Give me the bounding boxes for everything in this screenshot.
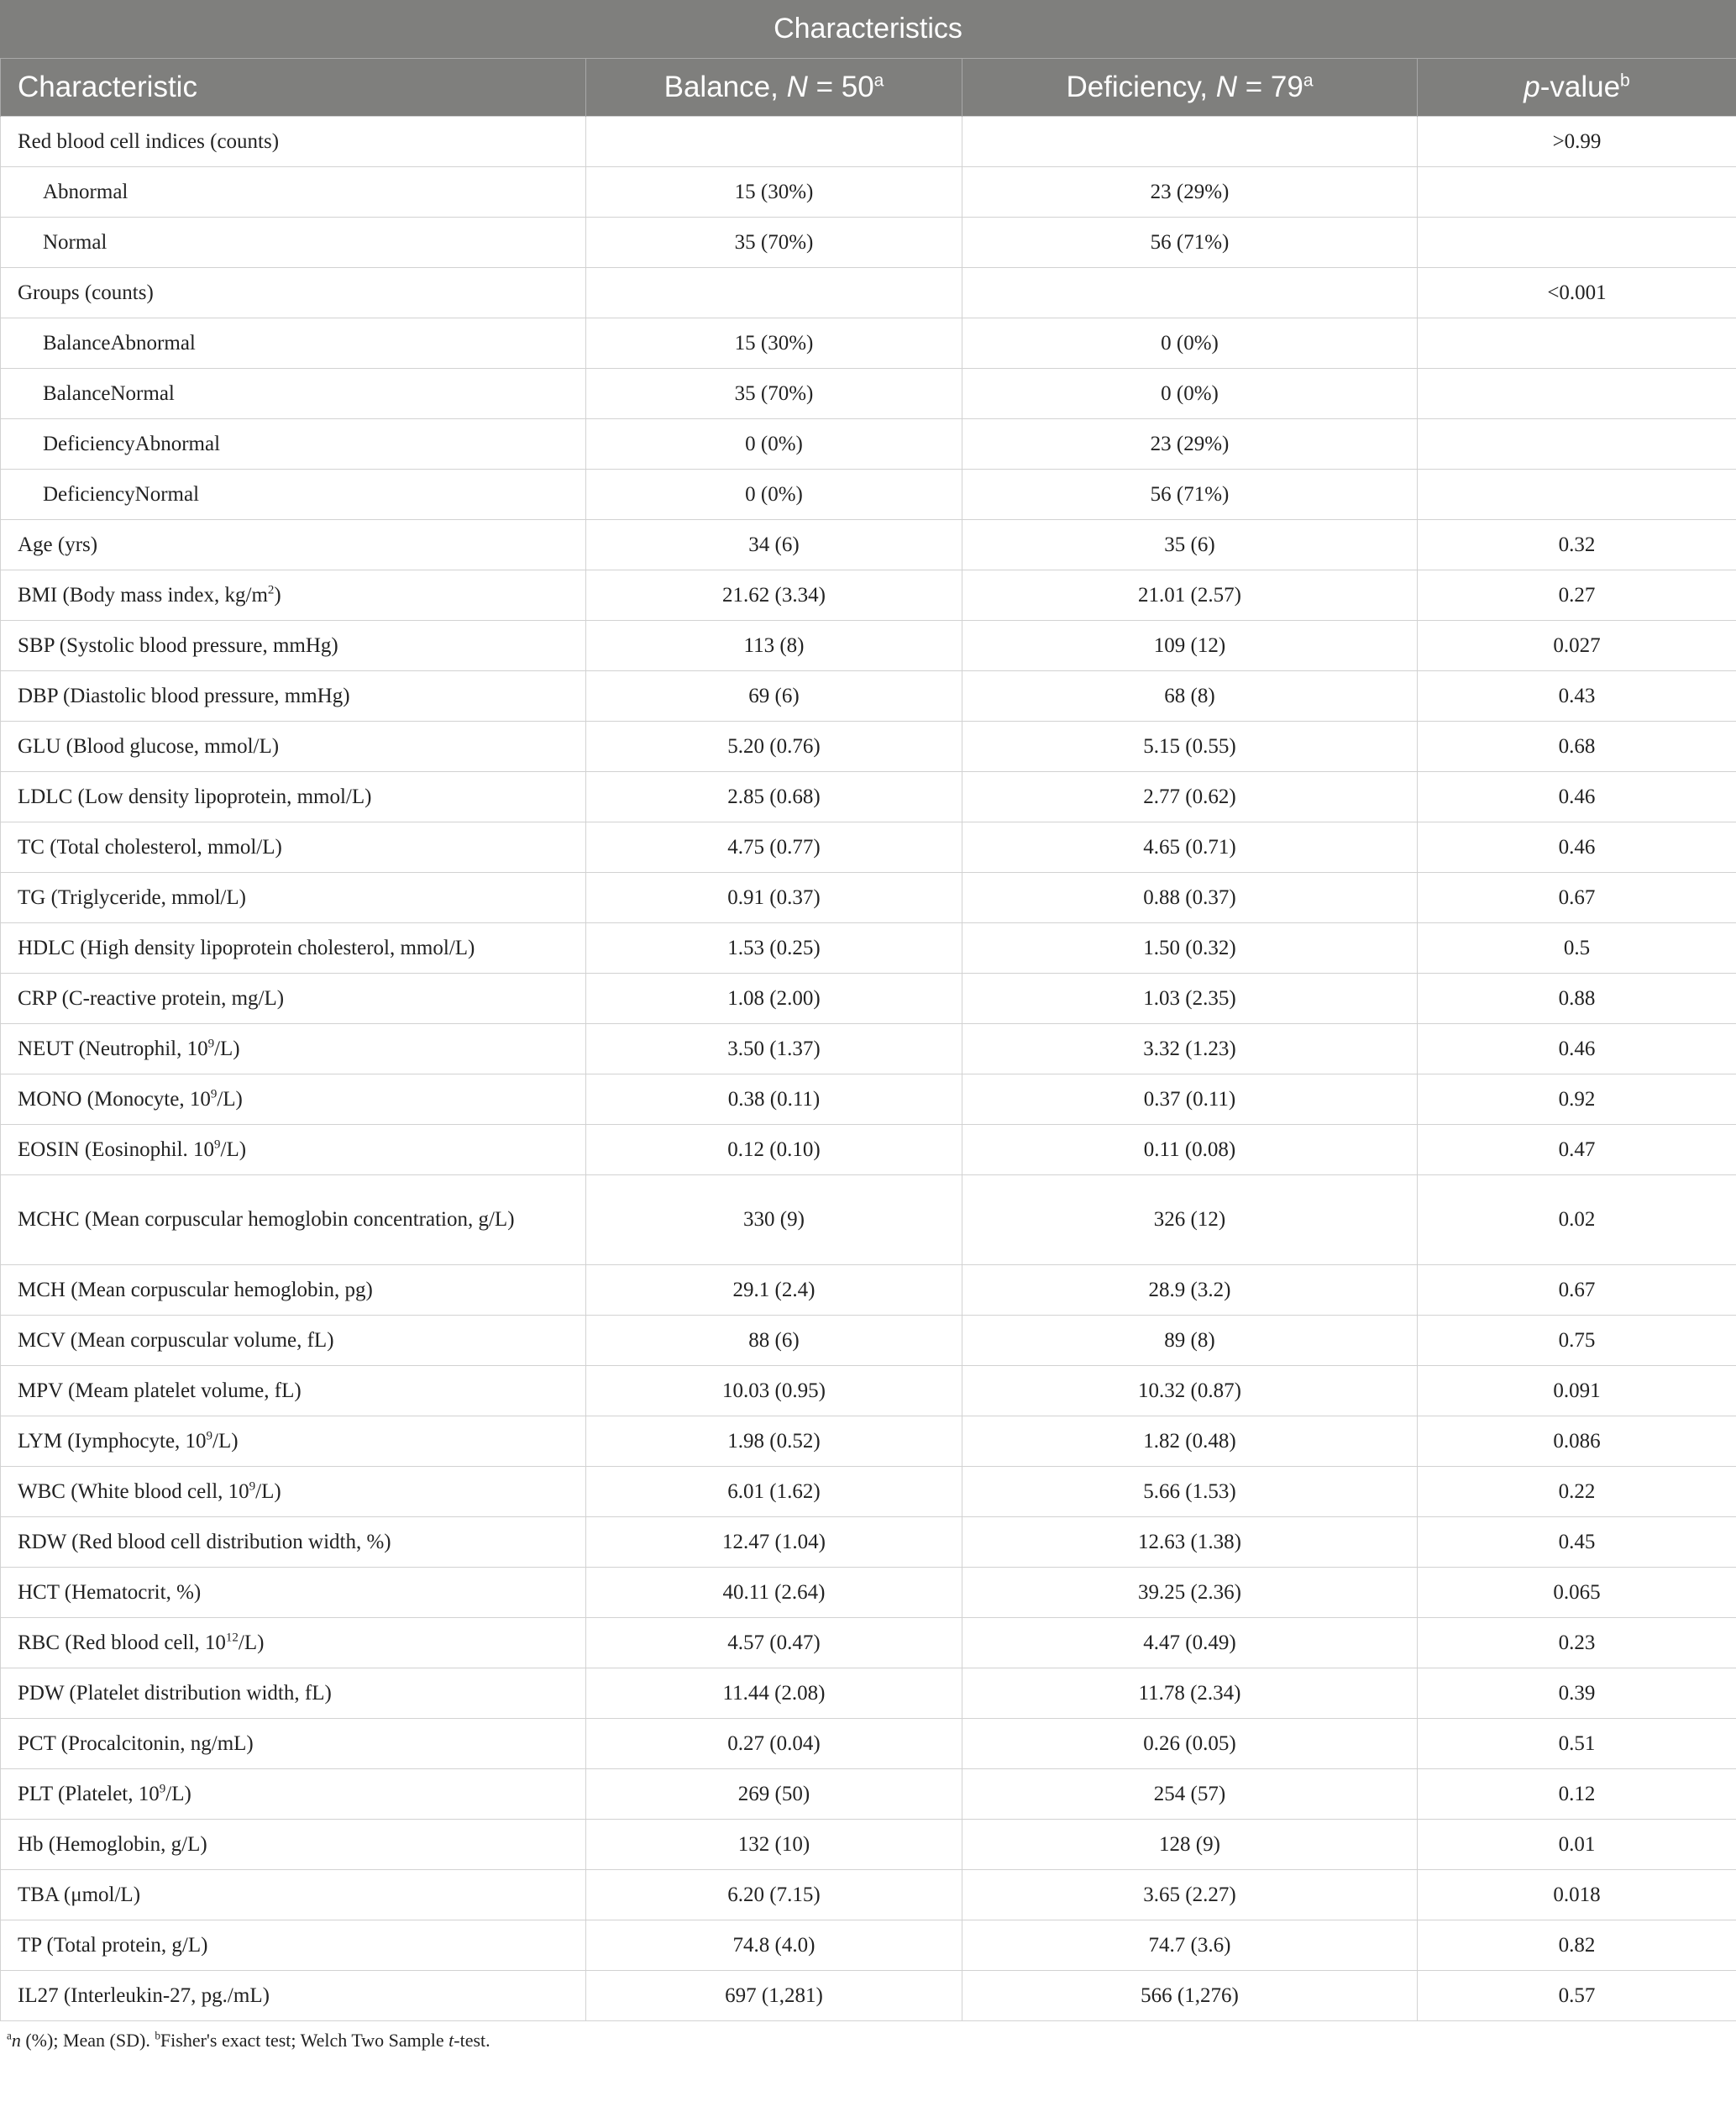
row-label-text: WBC (White blood cell, 10 <box>18 1479 249 1503</box>
row-label <box>1 570 586 621</box>
row-label <box>1 1920 586 1971</box>
row-label-text: EOSIN (Eosinophil. 10 <box>18 1137 215 1161</box>
balance-cell: 21.62 (3.34) <box>586 570 962 621</box>
header-pvalue-p: p <box>1524 71 1540 103</box>
balance-cell: 10.03 (0.95) <box>586 1366 962 1416</box>
row-label-after: /L) <box>238 1631 265 1654</box>
table-row <box>1 369 1736 419</box>
pvalue-cell <box>1418 470 1736 520</box>
row-label-after: /L) <box>214 1037 240 1060</box>
row-label-text: DeficiencyAbnormal <box>43 432 221 455</box>
deficiency-cell: 0.88 (0.37) <box>962 873 1418 923</box>
pvalue-cell: 0.46 <box>1418 822 1736 873</box>
pvalue-cell: >0.99 <box>1418 117 1736 167</box>
deficiency-cell: 326 (12) <box>962 1175 1418 1265</box>
header-characteristic: Characteristic <box>1 59 586 117</box>
row-label-text: NEUT (Neutrophil, 10 <box>18 1037 208 1060</box>
pvalue-cell <box>1418 419 1736 470</box>
pvalue-cell: 0.46 <box>1418 772 1736 822</box>
balance-cell: 3.50 (1.37) <box>586 1024 962 1074</box>
row-label <box>1 419 586 470</box>
header-deficiency <box>962 59 1418 117</box>
pvalue-cell: 0.086 <box>1418 1416 1736 1467</box>
row-label-text: Age (yrs) <box>18 533 98 556</box>
header-balance-sup: a <box>873 71 884 91</box>
pvalue-cell: 0.67 <box>1418 1265 1736 1316</box>
deficiency-cell: 56 (71%) <box>962 470 1418 520</box>
row-label-after: ) <box>274 583 281 607</box>
pvalue-cell: 0.82 <box>1418 1920 1736 1971</box>
row-label-sup: 9 <box>207 1037 215 1051</box>
row-label-text: TC (Total cholesterol, mmol/L) <box>18 835 282 859</box>
row-label-text: TG (Triglyceride, mmol/L) <box>18 885 246 909</box>
row-label <box>1 1517 586 1568</box>
table-row <box>1 1416 1736 1467</box>
table-row <box>1 873 1736 923</box>
balance-cell: 0.91 (0.37) <box>586 873 962 923</box>
pvalue-cell: 0.01 <box>1418 1820 1736 1870</box>
balance-cell: 6.20 (7.15) <box>586 1870 962 1920</box>
row-label-text: Red blood cell indices (counts) <box>18 129 280 153</box>
table-row <box>1 722 1736 772</box>
header-balance <box>586 59 962 117</box>
deficiency-cell: 0 (0%) <box>962 369 1418 419</box>
pvalue-cell: 0.68 <box>1418 722 1736 772</box>
pvalue-cell: 0.46 <box>1418 1024 1736 1074</box>
deficiency-cell: 1.82 (0.48) <box>962 1416 1418 1467</box>
pvalue-cell: 0.27 <box>1418 570 1736 621</box>
pvalue-cell: 0.018 <box>1418 1870 1736 1920</box>
row-label-text: MCV (Mean corpuscular volume, fL) <box>18 1328 334 1352</box>
row-label <box>1 318 586 369</box>
row-label-sup: 2 <box>267 583 275 597</box>
deficiency-cell: 0.26 (0.05) <box>962 1719 1418 1769</box>
row-label <box>1 1366 586 1416</box>
row-label-text: DBP (Diastolic blood pressure, mmHg) <box>18 684 350 707</box>
row-label <box>1 1820 586 1870</box>
table-row <box>1 1265 1736 1316</box>
row-label-text: RDW (Red blood cell distribution width, %) <box>18 1530 391 1553</box>
row-label-text: HCT (Hematocrit, %) <box>18 1580 202 1604</box>
footnote-a-n: n <box>11 2030 21 2051</box>
row-label <box>1 822 586 873</box>
balance-cell: 40.11 (2.64) <box>586 1568 962 1618</box>
balance-cell: 11.44 (2.08) <box>586 1668 962 1719</box>
row-label <box>1 218 586 268</box>
deficiency-cell: 254 (57) <box>962 1769 1418 1820</box>
pvalue-cell: 0.39 <box>1418 1668 1736 1719</box>
row-label <box>1 369 586 419</box>
row-label-text: LDLC (Low density lipoprotein, mmol/L) <box>18 785 372 808</box>
table-row <box>1 570 1736 621</box>
deficiency-cell: 28.9 (3.2) <box>962 1265 1418 1316</box>
balance-cell <box>586 268 962 318</box>
table-row <box>1 621 1736 671</box>
row-label <box>1 1175 586 1265</box>
deficiency-cell: 3.65 (2.27) <box>962 1870 1418 1920</box>
balance-cell: 269 (50) <box>586 1769 962 1820</box>
table-row <box>1 772 1736 822</box>
balance-cell: 0 (0%) <box>586 419 962 470</box>
pvalue-cell: 0.32 <box>1418 520 1736 570</box>
pvalue-cell: 0.75 <box>1418 1316 1736 1366</box>
deficiency-cell <box>962 268 1418 318</box>
row-label <box>1 1074 586 1125</box>
balance-cell: 5.20 (0.76) <box>586 722 962 772</box>
row-label-text: IL27 (Interleukin-27, pg./mL) <box>18 1983 270 2007</box>
table-row <box>1 268 1736 318</box>
row-label-text: CRP (C-reactive protein, mg/L) <box>18 986 285 1010</box>
row-label-text: Hb (Hemoglobin, g/L) <box>18 1832 207 1856</box>
row-label <box>1 1870 586 1920</box>
deficiency-cell <box>962 117 1418 167</box>
balance-cell: 74.8 (4.0) <box>586 1920 962 1971</box>
row-label <box>1 974 586 1024</box>
balance-cell: 12.47 (1.04) <box>586 1517 962 1568</box>
table-row <box>1 1074 1736 1125</box>
pvalue-cell: 0.88 <box>1418 974 1736 1024</box>
table-row <box>1 520 1736 570</box>
balance-cell <box>586 117 962 167</box>
row-label-after: /L) <box>255 1479 281 1503</box>
row-label-text: TP (Total protein, g/L) <box>18 1933 208 1957</box>
balance-cell: 88 (6) <box>586 1316 962 1366</box>
row-label-text: TBA (μmol/L) <box>18 1883 141 1906</box>
pvalue-cell: 0.02 <box>1418 1175 1736 1265</box>
header-deficiency-n: N <box>1215 71 1238 103</box>
deficiency-cell: 128 (9) <box>962 1820 1418 1870</box>
deficiency-cell: 2.77 (0.62) <box>962 772 1418 822</box>
pvalue-cell: 0.091 <box>1418 1366 1736 1416</box>
row-label <box>1 1719 586 1769</box>
deficiency-cell: 89 (8) <box>962 1316 1418 1366</box>
row-label-text: RBC (Red blood cell, 10 <box>18 1631 226 1654</box>
deficiency-cell: 23 (29%) <box>962 419 1418 470</box>
row-label <box>1 470 586 520</box>
pvalue-cell: 0.23 <box>1418 1618 1736 1668</box>
pvalue-cell: 0.47 <box>1418 1125 1736 1175</box>
pvalue-cell <box>1418 218 1736 268</box>
balance-cell: 0.12 (0.10) <box>586 1125 962 1175</box>
deficiency-cell: 0.11 (0.08) <box>962 1125 1418 1175</box>
pvalue-cell: 0.027 <box>1418 621 1736 671</box>
balance-cell: 0.38 (0.11) <box>586 1074 962 1125</box>
table-row <box>1 1568 1736 1618</box>
deficiency-cell: 109 (12) <box>962 621 1418 671</box>
deficiency-cell: 4.47 (0.49) <box>962 1618 1418 1668</box>
footnote-a-text: (%); Mean (SD). <box>20 2030 155 2051</box>
row-label <box>1 1316 586 1366</box>
header-deficiency-sup: a <box>1303 71 1314 91</box>
table-row <box>1 1719 1736 1769</box>
table-title: Characteristics <box>0 0 1736 59</box>
table-row <box>1 218 1736 268</box>
row-label-after: /L) <box>220 1137 247 1161</box>
header-deficiency-eq: = 79 <box>1237 71 1303 103</box>
header-pvalue-sup: b <box>1620 71 1630 91</box>
pvalue-cell: 0.92 <box>1418 1074 1736 1125</box>
row-label-text: MPV (Meam platelet volume, fL) <box>18 1379 302 1402</box>
pvalue-cell: 0.51 <box>1418 1719 1736 1769</box>
deficiency-cell: 39.25 (2.36) <box>962 1568 1418 1618</box>
table-row <box>1 1366 1736 1416</box>
balance-cell: 4.75 (0.77) <box>586 822 962 873</box>
balance-cell: 1.08 (2.00) <box>586 974 962 1024</box>
table-row <box>1 1618 1736 1668</box>
row-label <box>1 621 586 671</box>
row-label-text: SBP (Systolic blood pressure, mmHg) <box>18 633 338 657</box>
pvalue-cell: 0.57 <box>1418 1971 1736 2021</box>
header-pvalue-label: -value <box>1539 71 1621 103</box>
deficiency-cell: 0 (0%) <box>962 318 1418 369</box>
pvalue-cell: 0.065 <box>1418 1568 1736 1618</box>
table-row <box>1 1870 1736 1920</box>
table-row <box>1 1769 1736 1820</box>
row-label-sup: 9 <box>249 1479 256 1494</box>
deficiency-cell: 21.01 (2.57) <box>962 570 1418 621</box>
row-label <box>1 520 586 570</box>
table-row <box>1 1920 1736 1971</box>
deficiency-cell: 3.32 (1.23) <box>962 1024 1418 1074</box>
header-balance-label: Balance, <box>663 71 787 103</box>
row-label-after: /L) <box>212 1429 239 1453</box>
balance-cell: 35 (70%) <box>586 218 962 268</box>
pvalue-cell <box>1418 167 1736 218</box>
balance-cell: 15 (30%) <box>586 318 962 369</box>
row-label <box>1 873 586 923</box>
balance-cell: 0 (0%) <box>586 470 962 520</box>
row-label <box>1 1668 586 1719</box>
balance-cell: 697 (1,281) <box>586 1971 962 2021</box>
table-row <box>1 923 1736 974</box>
row-label-text: BMI (Body mass index, kg/m <box>18 583 268 607</box>
row-label-text: Normal <box>43 230 108 254</box>
row-label-text: Abnormal <box>43 180 128 203</box>
balance-cell: 132 (10) <box>586 1820 962 1870</box>
pvalue-cell: 0.12 <box>1418 1769 1736 1820</box>
row-label-sup: 9 <box>214 1137 221 1152</box>
row-label <box>1 722 586 772</box>
row-label-text: Groups (counts) <box>18 281 154 304</box>
row-label-text: BalanceNormal <box>43 381 175 405</box>
table-footnote <box>0 2021 1736 2060</box>
table-row <box>1 1971 1736 2021</box>
balance-cell: 15 (30%) <box>586 167 962 218</box>
characteristics-table <box>0 59 1736 2021</box>
footnote-a-sup: a <box>7 2029 12 2042</box>
row-label <box>1 1024 586 1074</box>
deficiency-cell: 1.50 (0.32) <box>962 923 1418 974</box>
row-label-sup: 9 <box>210 1087 218 1101</box>
pvalue-cell: 0.5 <box>1418 923 1736 974</box>
deficiency-cell: 1.03 (2.35) <box>962 974 1418 1024</box>
footnote-b-sup: b <box>155 2029 160 2042</box>
table-row <box>1 1316 1736 1366</box>
table-body <box>1 117 1736 2021</box>
balance-cell: 113 (8) <box>586 621 962 671</box>
balance-cell: 35 (70%) <box>586 369 962 419</box>
table-row <box>1 1024 1736 1074</box>
deficiency-cell: 5.15 (0.55) <box>962 722 1418 772</box>
row-label-text: PLT (Platelet, 10 <box>18 1782 160 1805</box>
table-row <box>1 117 1736 167</box>
row-label-text: LYM (Iymphocyte, 10 <box>18 1429 207 1453</box>
table-row <box>1 419 1736 470</box>
footnote-b-t: t <box>448 2030 454 2051</box>
row-label-text: MCH (Mean corpuscular hemoglobin, pg) <box>18 1278 373 1301</box>
row-label-text: PCT (Procalcitonin, ng/mL) <box>18 1731 254 1755</box>
table-row <box>1 167 1736 218</box>
table-row <box>1 974 1736 1024</box>
header-deficiency-label: Deficiency, <box>1066 71 1216 103</box>
row-label-text: PDW (Platelet distribution width, fL) <box>18 1681 332 1705</box>
row-label <box>1 117 586 167</box>
row-label <box>1 1568 586 1618</box>
row-label <box>1 923 586 974</box>
row-label <box>1 1971 586 2021</box>
table-row <box>1 822 1736 873</box>
row-label <box>1 1416 586 1467</box>
header-row <box>1 59 1736 117</box>
row-label-after: /L) <box>217 1087 243 1111</box>
row-label-sup: 12 <box>225 1631 239 1645</box>
table-row <box>1 1175 1736 1265</box>
deficiency-cell: 11.78 (2.34) <box>962 1668 1418 1719</box>
pvalue-cell: 0.43 <box>1418 671 1736 722</box>
row-label <box>1 268 586 318</box>
table-row <box>1 1517 1736 1568</box>
row-label <box>1 1769 586 1820</box>
footnote-b-text: Fisher's exact test; Welch Two Sample <box>160 2030 449 2051</box>
balance-cell: 1.98 (0.52) <box>586 1416 962 1467</box>
balance-cell: 6.01 (1.62) <box>586 1467 962 1517</box>
row-label-text: BalanceAbnormal <box>43 331 196 355</box>
row-label-after: /L) <box>165 1782 191 1805</box>
pvalue-cell: 0.22 <box>1418 1467 1736 1517</box>
header-balance-n: N <box>786 71 808 103</box>
row-label <box>1 1618 586 1668</box>
row-label <box>1 1265 586 1316</box>
row-label-text: HDLC (High density lipoprotein cholesterol, mmol/L) <box>18 936 475 959</box>
pvalue-cell <box>1418 369 1736 419</box>
row-label-text: MONO (Monocyte, 10 <box>18 1087 211 1111</box>
table-row <box>1 318 1736 369</box>
balance-cell: 2.85 (0.68) <box>586 772 962 822</box>
row-label <box>1 1125 586 1175</box>
row-label <box>1 772 586 822</box>
footnote-b-end: -test. <box>454 2030 490 2051</box>
pvalue-cell: <0.001 <box>1418 268 1736 318</box>
deficiency-cell: 566 (1,276) <box>962 1971 1418 2021</box>
balance-cell: 34 (6) <box>586 520 962 570</box>
table-row <box>1 671 1736 722</box>
deficiency-cell: 74.7 (3.6) <box>962 1920 1418 1971</box>
row-label-text: DeficiencyNormal <box>43 482 200 506</box>
deficiency-cell: 5.66 (1.53) <box>962 1467 1418 1517</box>
balance-cell: 29.1 (2.4) <box>586 1265 962 1316</box>
header-pvalue <box>1418 59 1736 117</box>
pvalue-cell: 0.67 <box>1418 873 1736 923</box>
table-row <box>1 1467 1736 1517</box>
table-row <box>1 1668 1736 1719</box>
balance-cell: 69 (6) <box>586 671 962 722</box>
header-balance-eq: = 50 <box>807 71 874 103</box>
row-label <box>1 167 586 218</box>
row-label-sup: 9 <box>159 1782 166 1796</box>
row-label-text: MCHC (Mean corpuscular hemoglobin concentration, g/L) <box>18 1208 515 1231</box>
deficiency-cell: 0.37 (0.11) <box>962 1074 1418 1125</box>
pvalue-cell: 0.45 <box>1418 1517 1736 1568</box>
row-label-sup: 9 <box>206 1429 213 1443</box>
balance-cell: 1.53 (0.25) <box>586 923 962 974</box>
deficiency-cell: 4.65 (0.71) <box>962 822 1418 873</box>
deficiency-cell: 35 (6) <box>962 520 1418 570</box>
balance-cell: 4.57 (0.47) <box>586 1618 962 1668</box>
row-label <box>1 1467 586 1517</box>
balance-cell: 330 (9) <box>586 1175 962 1265</box>
pvalue-cell <box>1418 318 1736 369</box>
deficiency-cell: 68 (8) <box>962 671 1418 722</box>
table-row <box>1 470 1736 520</box>
deficiency-cell: 23 (29%) <box>962 167 1418 218</box>
deficiency-cell: 12.63 (1.38) <box>962 1517 1418 1568</box>
table-row <box>1 1820 1736 1870</box>
deficiency-cell: 56 (71%) <box>962 218 1418 268</box>
row-label-text: GLU (Blood glucose, mmol/L) <box>18 734 280 758</box>
deficiency-cell: 10.32 (0.87) <box>962 1366 1418 1416</box>
balance-cell: 0.27 (0.04) <box>586 1719 962 1769</box>
row-label <box>1 671 586 722</box>
table-row <box>1 1125 1736 1175</box>
